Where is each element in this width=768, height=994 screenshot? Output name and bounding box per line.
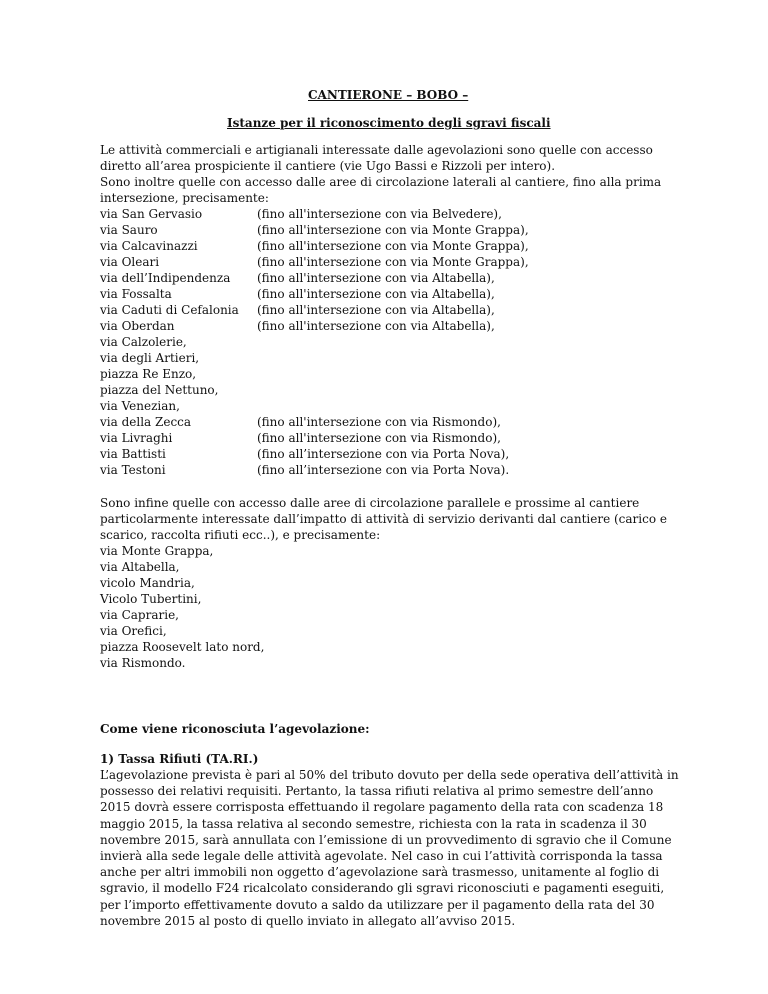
street-name: via Livraghi <box>100 431 173 445</box>
list-item <box>100 462 660 478</box>
street-note: (fino all'intersezione con via Monte Grappa), <box>257 255 529 269</box>
street-name: via Oleari <box>100 255 160 269</box>
list-item: piazza Roosevelt lato nord, <box>100 640 265 654</box>
street-name: piazza del Nettuno, <box>100 383 219 397</box>
intro-paragraph-3: Sono infine quelle con accesso dalle aree di circolazione parallele e prossime al cantiere particolarmente interessate dall’impatto di attività di servizio derivanti dal cantiere (carico e scarico, raccolta rifiuti ecc..), e precisamente: <box>100 496 667 543</box>
street-note: (fino all’intersezione con via Porta Nova). <box>257 463 510 477</box>
street-note: (fino all'intersezione con via Altabella), <box>257 271 495 285</box>
street-name: via Calcavinazzi <box>100 239 198 253</box>
list-item <box>100 430 660 446</box>
intro-paragraph: Le attività commerciali e artigianali interessate dalle agevolazioni sono quelle con accesso diretto all’area prospiciente il cantiere (vie Ugo Bassi e Rizzoli per intero). <box>100 143 653 174</box>
street-name: via Battisti <box>100 447 166 461</box>
list-item: via Monte Grappa, <box>100 544 214 558</box>
list-item <box>100 350 660 366</box>
list-item <box>100 334 660 350</box>
list-item: via Rismondo. <box>100 656 186 670</box>
street-name: via San Gervasio <box>100 207 203 221</box>
list-item: vicolo Mandria, <box>100 576 195 590</box>
document-title: CANTIERONE – BOBO – <box>308 88 469 102</box>
list-item <box>100 254 660 270</box>
list-item <box>100 318 660 334</box>
street-note: (fino all'intersezione con via Altabella), <box>257 319 495 333</box>
list-item <box>100 238 660 254</box>
list-item <box>100 206 660 222</box>
street-name: via Oberdan <box>100 319 175 333</box>
street-name: via della Zecca <box>100 415 192 429</box>
street-name: via Testoni <box>100 463 166 477</box>
list-item <box>100 222 660 238</box>
street-note: (fino all'intersezione con via Belvedere), <box>257 207 502 221</box>
list-item <box>100 446 660 462</box>
sub-heading: 1) Tassa Rifiuti (TA.RI.) <box>100 752 259 766</box>
street-note: (fino all'intersezione con via Altabella), <box>257 303 495 317</box>
list-item <box>100 302 660 318</box>
street-name: via Venezian, <box>100 399 180 413</box>
street-name: via Caduti di Cefalonia <box>100 303 239 317</box>
list-item: via Orefici, <box>100 624 167 638</box>
street-name: via Sauro <box>100 223 158 237</box>
intro-paragraph-2: Sono inoltre quelle con accesso dalle aree di circolazione laterali al cantiere, fino alla prima intersezione, precisamente: <box>100 175 662 206</box>
street-name: via Calzolerie, <box>100 335 187 349</box>
list-item: via Caprarie, <box>100 608 179 622</box>
street-note: (fino all'intersezione con via Rismondo), <box>257 431 501 445</box>
list-item: via Altabella, <box>100 560 180 574</box>
street-name: piazza Re Enzo, <box>100 367 197 381</box>
street-note: (fino all’intersezione con via Porta Nova), <box>257 447 510 461</box>
street-note: (fino all'intersezione con via Altabella), <box>257 287 495 301</box>
list-item <box>100 414 660 430</box>
body-paragraph: L’agevolazione prevista è pari al 50% del tributo dovuto per della sede operativa dell’attività in possesso dei relativi requisiti. Pertanto, la tassa rifiuti relativa al primo semestre dell’anno 2015 dovrà essere corrisposta effettuando il regolare pagamento della rata con scadenza 18 maggio 2015, la tassa relativa al secondo semestre, richiesta con la rata in scadenza il 30 novembre 2015, sarà annullata con l’emissione di un provvedimento di sgravio che il Comune invierà alla sede legale delle attività agevolate. Nel caso in cui l’attività corrisponda la tassa anche per altri immobili non oggetto d’agevolazione sarà trasmesso, unitamente al foglio di sgravio, il modello F24 ricalcolato considerando gli sgravi riconosciuti e pagamenti eseguiti, per l’importo effettivamente dovuto a saldo da utilizzare per il pagamento della rata del 30 novembre 2015 al posto di quello inviato in allegato all’avviso 2015. <box>100 768 679 928</box>
section-heading: Come viene riconosciuta l’agevolazione: <box>100 722 370 736</box>
street-note: (fino all'intersezione con via Monte Grappa), <box>257 239 529 253</box>
street-note: (fino all'intersezione con via Monte Grappa), <box>257 223 529 237</box>
list-item <box>100 366 660 382</box>
list-item <box>100 382 660 398</box>
street-name: via dell’Indipendenza <box>100 271 231 285</box>
document-subtitle: Istanze per il riconoscimento degli sgravi fiscali <box>227 116 551 130</box>
street-name: via Fossalta <box>100 287 172 301</box>
list-item <box>100 270 660 286</box>
street-note: (fino all'intersezione con via Rismondo), <box>257 415 501 429</box>
street-name: via degli Artieri, <box>100 351 200 365</box>
list-item <box>100 398 660 414</box>
list-item: Vicolo Tubertini, <box>100 592 202 606</box>
list-item <box>100 286 660 302</box>
